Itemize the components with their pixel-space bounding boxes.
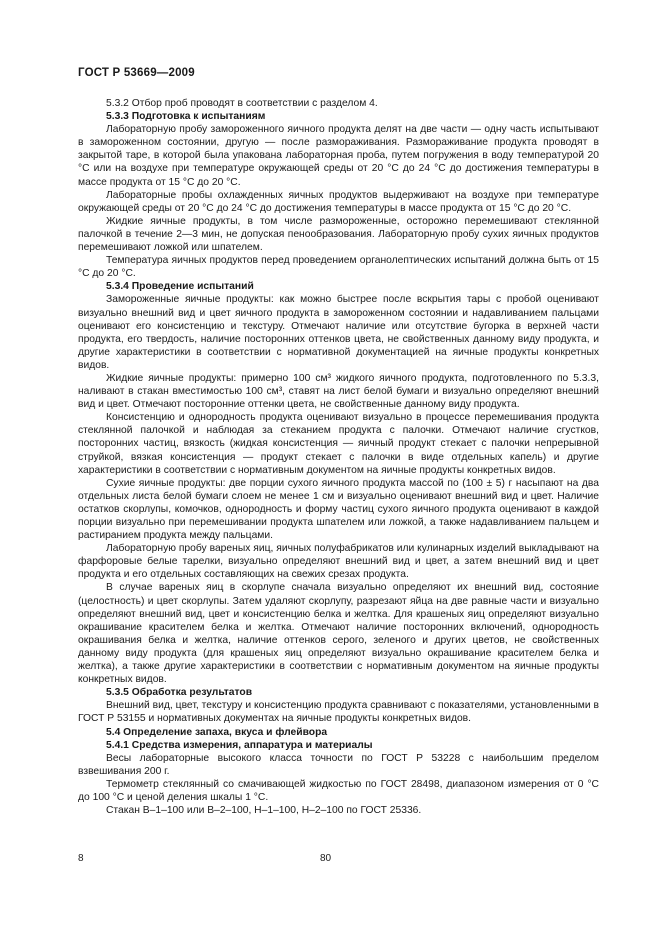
document-header: ГОСТ Р 53669—2009 <box>78 67 195 79</box>
body-paragraph: Стакан В–1–100 или В–2–100, Н–1–100, Н–2–100 по ГОСТ 25336. <box>106 805 422 817</box>
page-number-left: 8 <box>78 853 84 864</box>
section-heading: 5.3.3 Подготовка к испытаниям <box>106 111 266 123</box>
body-paragraph: Внешний вид, цвет, текстуру и консистенцию продукта сравнивают с показателями, установленными в ГОСТ Р 53155 и нормативных документах на яичные продукты конкретных видов. <box>78 700 599 725</box>
section-heading: 5.3.4 Проведение испытаний <box>106 281 254 293</box>
section-heading: 5.3.5 Обработка результатов <box>106 687 253 699</box>
body-paragraph: Лабораторную пробу замороженного яичного продукта делят на две части — одну часть испытывают в замороженном состоянии, другую — после размораживания. Размораживание продукта проводят в закрытой таре, в которой была упакована лабораторная проба, путем погружения в воду температурой 20 °С или на воздухе при температуре окружающей среды от 20 °С до 24 °С до достижения температуры в массе продукта от 15 °С до 20 °С. <box>78 124 599 188</box>
body-paragraph: Замороженные яичные продукты: как можно быстрее после вскрытия тары с пробой оценивают визуально внешний вид и цвет яичного продукта в замороженном состоянии и надавливанием пальцами оценивают его консистенцию и текстуру. Отмечают наличие или отсутствие бугорка в верхней части продукта, его твердость, наличие посторонних оттенков цвета, не свойственных данному виду продукта, и другие характеристики в соответствии с нормативной документацией на яичные продукты конкретных видов. <box>78 294 599 371</box>
body-paragraph: 5.3.2 Отбор проб проводят в соответствии с разделом 4. <box>106 98 378 109</box>
body-paragraph: Весы лабораторные высокого класса точности по ГОСТ Р 53228 с наибольшим пределом взвешивания 200 г. <box>78 752 599 777</box>
body-paragraph: Термометр стеклянный со смачивающей жидкостью по ГОСТ 28498, диапазоном измерения от 0 °С до 100 °С и ценой деления шкалы 1 °С. <box>78 778 599 803</box>
body-paragraph: Консистенцию и однородность продукта оценивают визуально в процессе перемешивания продукта стеклянной палочкой и наблюдая за стеканием продукта с палочки. Отмечают наличие сгустков, посторонних частиц, вязкость (жидкая консистенция — яичный продукт стекает с палочки непрерывной струйкой, вязкая консистенция — продукт стекает с палочки в виде отдельных капель) и другие характеристики в соответствии с нормативным документом на яичные продукты конкретных видов. <box>78 412 599 476</box>
body-paragraph: Лабораторные пробы охлажденных яичных продуктов выдерживают на воздухе при температуре окружающей среды от 20 °С до 24 °С до достижения температуры в массе продукта от 15 °С до 20 °С. <box>78 189 599 214</box>
document-body <box>78 97 599 817</box>
body-paragraph: Жидкие яичные продукты, в том числе размороженные, осторожно перемешивают стеклянной палочкой в течение 2—3 мин, не допуская пенообразования. Лабораторную пробу сухих яичных продуктов перемешивают ложкой или шпателем. <box>78 215 599 254</box>
body-paragraph: В случае вареных яиц в скорлупе сначала визуально определяют их внешний вид, состояние (целостность) и цвет скорлупы. Затем удаляют скорлупу, разрезают яйца на две равные части и визуально определяют внешний вид, цвет и консистенцию белка и желтка. Для крашеных яиц определяют визуально окрашивание красителем белка и желтка. Отмечают наличие посторонних включений, однородность окрашивания белка и желтка, наличие оттенков серого, зеленого и других цветов, не свойственных данному виду продукта (для крашеных яиц определяют визуально окрашивание красителем белка и желтка), а также другие характеристики в соответствии с нормативным документом на яичные продукты конкретных видов. <box>78 582 599 686</box>
page-number-center: 80 <box>320 853 332 864</box>
body-paragraph: Температура яичных продуктов перед проведением органолептических испытаний должна быть от 15 °С до 20 °С. <box>78 255 599 280</box>
section-heading: 5.4.1 Средства измерения, аппаратура и материалы <box>106 739 373 751</box>
section-heading: 5.4 Определение запаха, вкуса и флейвора <box>106 726 328 738</box>
body-paragraph: Лабораторную пробу вареных яиц, яичных полуфабрикатов или кулинарных изделий выкладывают на фарфоровые белые тарелки, визуально определяют внешний вид и цвет, а затем внешний вид и цвет продукта и его отдельных составляющих на свежих срезах продукта. <box>78 543 599 581</box>
body-paragraph: Сухие яичные продукты: две порции сухого яичного продукта массой по (100 ± 5) г насыпают на два отдельных листа белой бумаги слоем не менее 1 см и визуально оценивают внешний вид и цвет. Наличие остатков скорлупы, комочков, однородность и форму частиц сухого яичного продукта оценивают в каждой порции визуально при перемешивании продукта шпателем или ложкой, а также надавливанием пальцем и растиранием продукта между пальцами. <box>78 477 599 542</box>
body-paragraph: Жидкие яичные продукты: примерно 100 см³ жидкого яичного продукта, подготовленного по 5.3.3, наливают в стакан вместимостью 100 см³, ставят на лист белой бумаги и визуально определяют внешний вид и цвет. Отмечают посторонние оттенки цвета, не свойственные данному виду продукта. <box>78 372 599 411</box>
